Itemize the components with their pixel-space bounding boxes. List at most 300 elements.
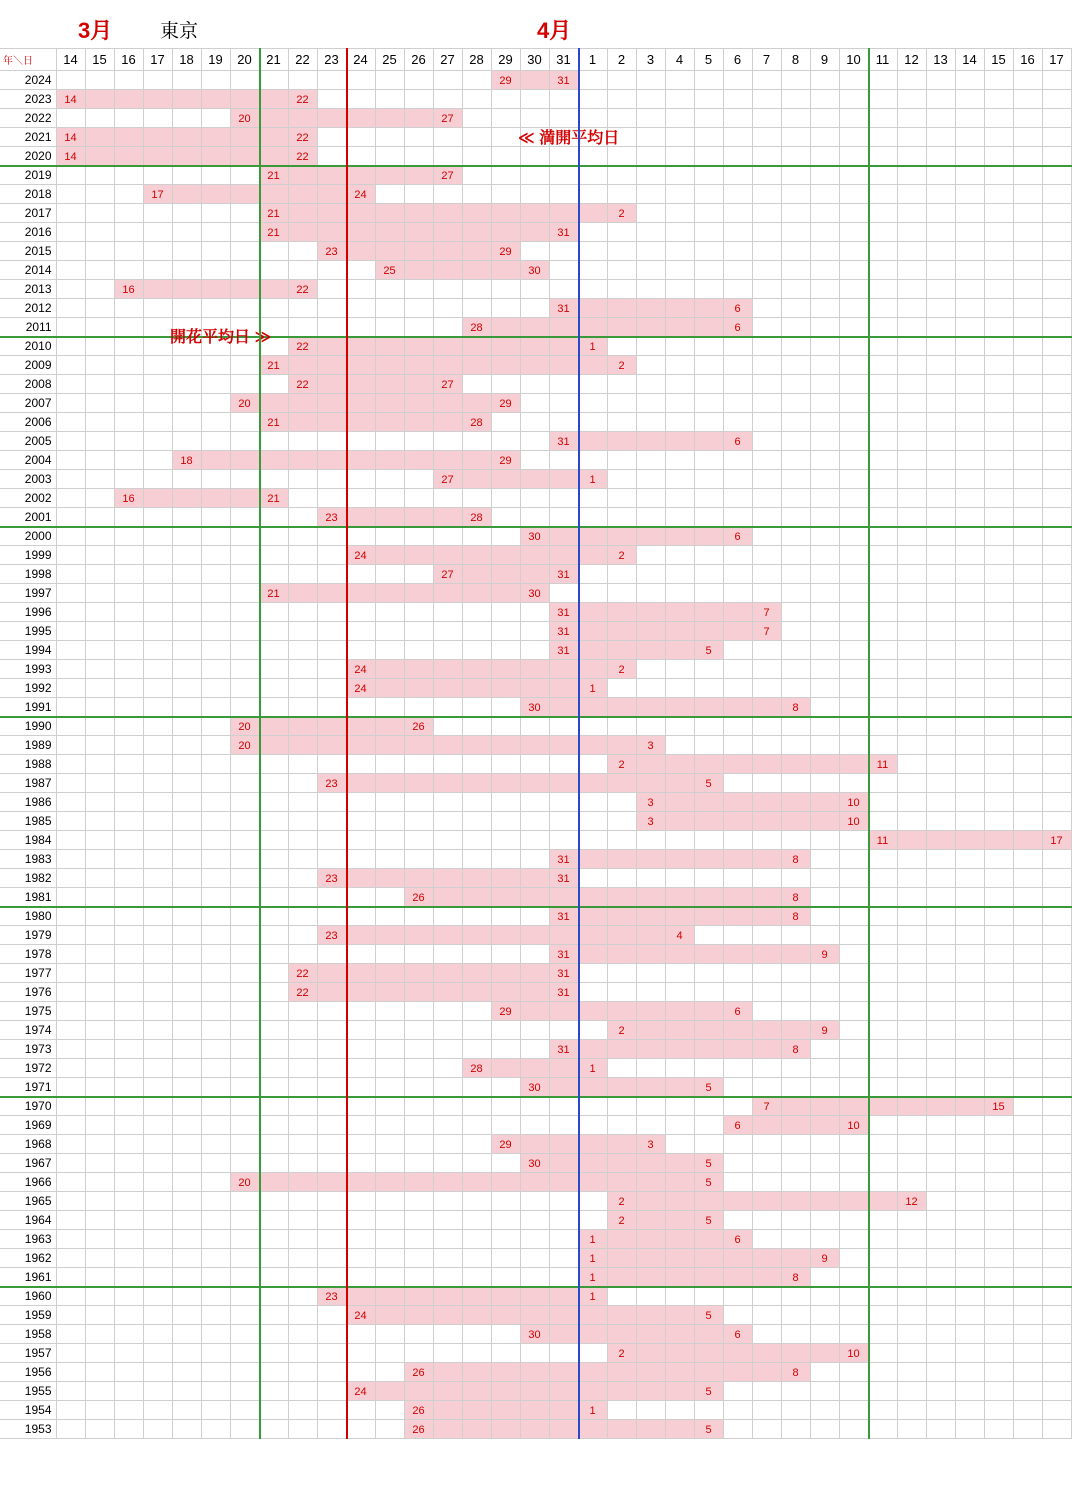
empty-cell [752,1382,781,1401]
empty-cell [1042,660,1071,679]
empty-cell [868,622,897,641]
empty-cell [926,698,955,717]
empty-cell [984,812,1013,831]
bloom-cell [259,356,288,375]
empty-cell [868,223,897,242]
bloom-cell [520,1078,549,1097]
bloom-cell [433,1363,462,1382]
empty-cell [752,527,781,546]
empty-cell [955,736,984,755]
empty-cell [404,1021,433,1040]
empty-cell [984,147,1013,166]
empty-cell [114,622,143,641]
empty-cell [578,451,607,470]
empty-cell [201,1287,230,1306]
empty-cell [172,679,201,698]
empty-cell [665,1116,694,1135]
empty-cell [346,470,375,489]
empty-cell [955,774,984,793]
empty-cell [984,1382,1013,1401]
empty-cell [1013,261,1042,280]
empty-cell [1013,907,1042,926]
empty-cell [926,185,955,204]
empty-cell [288,698,317,717]
empty-cell [288,1154,317,1173]
empty-cell [868,850,897,869]
empty-cell [1042,1192,1071,1211]
empty-cell [143,470,172,489]
empty-cell [201,1306,230,1325]
empty-cell [752,1211,781,1230]
bloom-cell [549,1363,578,1382]
empty-cell [288,432,317,451]
empty-cell [723,1173,752,1192]
empty-cell [404,1154,433,1173]
bloom-cell [346,451,375,470]
bloom-cell [230,185,259,204]
empty-cell [723,660,752,679]
bloom-cell [665,926,694,945]
bloom-cell [636,1154,665,1173]
empty-cell [520,166,549,185]
bloom-cell [549,1382,578,1401]
empty-cell [143,1135,172,1154]
empty-cell [607,166,636,185]
bloom-cell [723,812,752,831]
empty-cell [810,356,839,375]
empty-cell [317,1154,346,1173]
bloom-cell [607,1173,636,1192]
day-header-9: 23 [317,49,346,71]
bloom-start-label: 22 [296,987,309,999]
empty-cell [491,793,520,812]
empty-cell [926,413,955,432]
bloom-cell [230,109,259,128]
empty-cell [56,1059,85,1078]
empty-cell [172,869,201,888]
bloom-cell [433,1287,462,1306]
empty-cell [85,945,114,964]
year-label: 1969 [0,1116,56,1135]
bloom-cell [665,945,694,964]
empty-cell [868,1078,897,1097]
bloom-cell [404,166,433,185]
empty-cell [839,1211,868,1230]
bloom-cell [114,90,143,109]
empty-cell [549,755,578,774]
empty-cell [607,1116,636,1135]
empty-cell [56,793,85,812]
empty-cell [984,736,1013,755]
empty-cell [839,1420,868,1439]
empty-cell [1013,90,1042,109]
empty-cell [868,793,897,812]
empty-cell [549,261,578,280]
empty-cell [114,1192,143,1211]
empty-cell [433,299,462,318]
empty-cell [491,90,520,109]
empty-cell [868,1021,897,1040]
empty-cell [665,394,694,413]
empty-cell [723,413,752,432]
empty-cell [1042,945,1071,964]
empty-cell [114,299,143,318]
year-label: 2007 [0,394,56,413]
empty-cell [955,698,984,717]
empty-cell [868,1382,897,1401]
empty-cell [723,489,752,508]
empty-cell [375,1249,404,1268]
empty-cell [404,1040,433,1059]
bloom-cell [752,1040,781,1059]
bloom-cell [491,451,520,470]
empty-cell [491,1249,520,1268]
empty-cell [665,546,694,565]
empty-cell [201,508,230,527]
empty-cell [433,1116,462,1135]
empty-cell [1042,812,1071,831]
bloom-cell [694,812,723,831]
table-row [0,1249,1071,1268]
empty-cell [172,261,201,280]
empty-cell [955,242,984,261]
empty-cell [752,983,781,1002]
empty-cell [868,1268,897,1287]
bloom-cell [665,1382,694,1401]
empty-cell [346,1078,375,1097]
empty-cell [1042,622,1071,641]
empty-cell [346,641,375,660]
bloom-cell [549,1040,578,1059]
empty-cell [288,888,317,907]
empty-cell [723,394,752,413]
empty-cell [1013,413,1042,432]
empty-cell [694,1059,723,1078]
empty-cell [143,71,172,90]
bloom-end-label: 2 [618,208,625,220]
empty-cell [897,850,926,869]
bloom-cell [230,736,259,755]
empty-cell [810,1173,839,1192]
bloom-start-label: 21 [267,360,280,372]
empty-cell [926,1401,955,1420]
empty-cell [114,318,143,337]
empty-cell [984,1344,1013,1363]
empty-cell [85,1173,114,1192]
empty-cell [1013,565,1042,584]
bloom-cell [375,166,404,185]
empty-cell [665,90,694,109]
empty-cell [1013,945,1042,964]
bloom-cell [781,1192,810,1211]
empty-cell [201,394,230,413]
bloom-cell [723,850,752,869]
table-row [0,584,1071,603]
empty-cell [259,470,288,489]
empty-cell [1042,470,1071,489]
bloom-cell [665,1249,694,1268]
empty-cell [375,1192,404,1211]
empty-cell [491,1325,520,1344]
empty-cell [868,1211,897,1230]
bloom-end-label: 6 [734,321,741,334]
empty-cell [1013,185,1042,204]
bloom-cell [752,1249,781,1268]
bloom-cell [810,812,839,831]
empty-cell [926,508,955,527]
empty-cell [1042,1154,1071,1173]
bloom-cell [346,109,375,128]
empty-cell [85,717,114,736]
empty-cell [984,793,1013,812]
empty-cell [868,888,897,907]
empty-cell [926,546,955,565]
bloom-cell [578,432,607,451]
empty-cell [462,1097,491,1116]
empty-cell [897,1230,926,1249]
bloom-start-label: 31 [557,854,570,866]
empty-cell [114,1401,143,1420]
empty-cell [491,1154,520,1173]
empty-cell [868,641,897,660]
bloom-cell [955,1097,984,1116]
empty-cell [375,1135,404,1154]
empty-cell [926,964,955,983]
empty-cell [955,413,984,432]
empty-cell [201,622,230,641]
empty-cell [781,204,810,223]
empty-cell [462,831,491,850]
empty-cell [665,71,694,90]
bloom-cell [578,299,607,318]
empty-cell [520,717,549,736]
bloom-start-label: 1 [589,1234,596,1246]
bloom-cell [781,1097,810,1116]
bloom-cell [723,755,752,774]
empty-cell [56,679,85,698]
empty-cell [346,622,375,641]
table-row [0,736,1071,755]
bloom-cell [781,1116,810,1135]
empty-cell [781,1059,810,1078]
empty-cell [810,983,839,1002]
bloom-cell [317,508,346,527]
bloom-cell [665,299,694,318]
empty-cell [839,147,868,166]
empty-cell [897,1040,926,1059]
empty-cell [404,1078,433,1097]
bloom-cell [56,90,85,109]
empty-cell [114,508,143,527]
year-label: 2001 [0,508,56,527]
empty-cell [172,1097,201,1116]
empty-cell [114,1382,143,1401]
empty-cell [781,242,810,261]
bloom-cell [317,394,346,413]
empty-cell [839,622,868,641]
empty-cell [665,964,694,983]
empty-cell [143,1002,172,1021]
empty-cell [201,1230,230,1249]
corner-header: 年＼日 [0,49,56,71]
empty-cell [288,1021,317,1040]
empty-cell [694,413,723,432]
empty-cell [462,432,491,451]
empty-cell [781,1154,810,1173]
empty-cell [897,983,926,1002]
empty-cell [636,356,665,375]
bloom-cell [288,964,317,983]
empty-cell [143,1059,172,1078]
empty-cell [56,185,85,204]
empty-cell [114,717,143,736]
empty-cell [1013,1382,1042,1401]
empty-cell [1042,508,1071,527]
empty-cell [984,850,1013,869]
bloom-cell [172,451,201,470]
bloom-cell [694,1249,723,1268]
empty-cell [462,185,491,204]
bloom-cell [607,850,636,869]
bloom-cell [752,755,781,774]
empty-cell [56,1249,85,1268]
empty-cell [230,660,259,679]
empty-cell [259,1059,288,1078]
bloom-cell [694,1420,723,1439]
empty-cell [752,394,781,413]
empty-cell [230,907,259,926]
bloom-cell [85,90,114,109]
empty-cell [317,622,346,641]
empty-cell [259,774,288,793]
empty-cell [955,1002,984,1021]
empty-cell [259,1363,288,1382]
year-label: 1992 [0,679,56,698]
year-label: 1953 [0,1420,56,1439]
empty-cell [752,869,781,888]
empty-cell [346,261,375,280]
empty-cell [259,432,288,451]
empty-cell [578,812,607,831]
empty-cell [259,1154,288,1173]
empty-cell [665,1059,694,1078]
empty-cell [404,641,433,660]
empty-cell [317,1230,346,1249]
empty-cell [723,223,752,242]
bloom-end-label: 8 [792,1367,799,1379]
empty-cell [868,698,897,717]
empty-cell [85,356,114,375]
empty-cell [810,1230,839,1249]
empty-cell [172,1363,201,1382]
table-row [0,432,1071,451]
empty-cell [56,1002,85,1021]
empty-cell [1042,1306,1071,1325]
bloom-cell [375,774,404,793]
empty-cell [143,717,172,736]
empty-cell [839,451,868,470]
empty-cell [375,641,404,660]
empty-cell [868,413,897,432]
table-row [0,1078,1071,1097]
bloom-cell [636,1040,665,1059]
empty-cell [1013,508,1042,527]
empty-cell [114,1363,143,1382]
empty-cell [752,166,781,185]
empty-cell [375,1268,404,1287]
table-row [0,926,1071,945]
empty-cell [839,527,868,546]
empty-cell [549,584,578,603]
empty-cell [288,945,317,964]
empty-cell [201,356,230,375]
empty-cell [955,356,984,375]
empty-cell [607,147,636,166]
empty-cell [491,755,520,774]
empty-cell [839,1401,868,1420]
empty-cell [839,470,868,489]
bloom-cell [897,1097,926,1116]
empty-cell [114,736,143,755]
table-row [0,1097,1071,1116]
empty-cell [201,888,230,907]
bloom-cell [578,204,607,223]
empty-cell [984,71,1013,90]
bloom-cell [433,774,462,793]
bloom-cell [230,451,259,470]
bloom-cell [607,1382,636,1401]
day-header-24: 7 [752,49,781,71]
empty-cell [1013,1116,1042,1135]
bloom-cell [607,622,636,641]
empty-cell [955,508,984,527]
table-body [0,71,1071,1439]
empty-cell [259,831,288,850]
bloom-cell [636,850,665,869]
empty-cell [781,1420,810,1439]
empty-cell [143,1306,172,1325]
empty-cell [491,527,520,546]
bloom-cell [230,1173,259,1192]
empty-cell [288,831,317,850]
empty-cell [172,375,201,394]
empty-cell [56,1154,85,1173]
empty-cell [868,432,897,451]
empty-cell [723,90,752,109]
empty-cell [1013,1211,1042,1230]
empty-cell [868,1154,897,1173]
empty-cell [491,1021,520,1040]
empty-cell [723,1306,752,1325]
empty-cell [752,1287,781,1306]
empty-cell [955,394,984,413]
bloom-cell [143,128,172,147]
empty-cell [375,1040,404,1059]
bloom-cell [665,812,694,831]
bloom-cell [404,546,433,565]
empty-cell [288,774,317,793]
empty-cell [346,147,375,166]
empty-cell [665,489,694,508]
empty-cell [926,1173,955,1192]
bloom-start-label: 7 [763,1101,770,1114]
bloom-cell [549,888,578,907]
empty-cell [85,489,114,508]
empty-cell [984,1002,1013,1021]
empty-cell [288,1325,317,1344]
empty-cell [143,888,172,907]
empty-cell [868,451,897,470]
